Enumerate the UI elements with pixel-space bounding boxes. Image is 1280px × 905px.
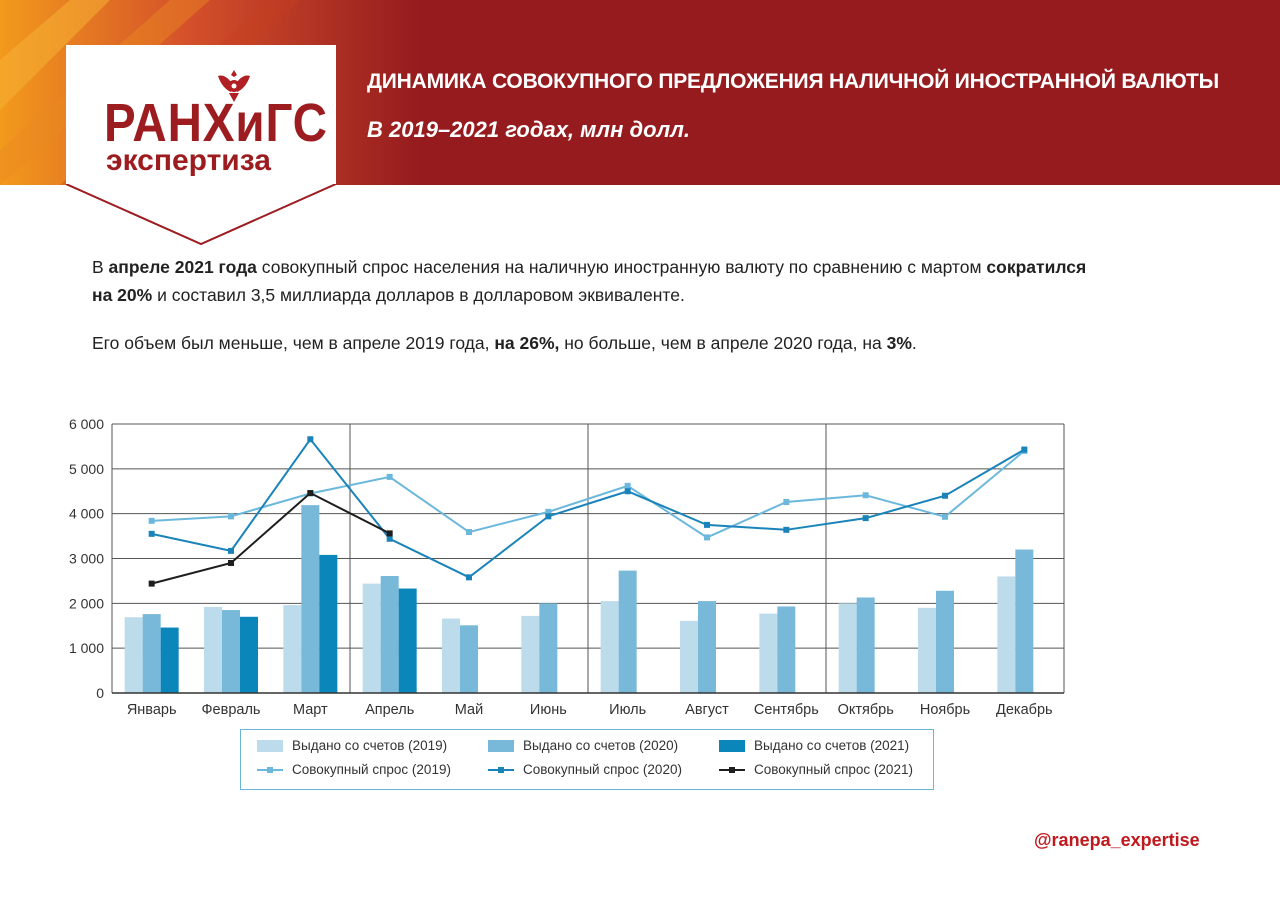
y-tick-label: 4 000 xyxy=(68,505,104,522)
chart-legend xyxy=(240,729,934,790)
bar xyxy=(698,601,716,693)
point xyxy=(228,548,234,554)
paragraph-2: Его объем был меньше, чем в апреле 2019 года, на 26%, но больше, чем в апреле 2020 года, на 3%. xyxy=(92,333,917,353)
legend-swatch xyxy=(719,740,745,752)
legend-item-bars-2019: Выдано со счетов (2019) xyxy=(257,738,447,753)
x-tick-label: Январь xyxy=(126,702,177,718)
page-subtitle: В 2019–2021 годах, млн долл. xyxy=(367,117,691,142)
logo-subtitle: экспертиза xyxy=(106,144,271,177)
legend-item-line-2019: Совокупный спрос (2019) xyxy=(257,762,451,777)
point xyxy=(1021,448,1027,454)
x-tick-label: Июль xyxy=(609,702,647,718)
point xyxy=(387,530,393,536)
bar xyxy=(399,589,417,693)
bar xyxy=(460,625,478,693)
bar xyxy=(301,505,319,693)
y-tick-label: 3 000 xyxy=(68,550,104,567)
point xyxy=(704,534,710,540)
bar xyxy=(539,603,557,693)
bar xyxy=(997,576,1015,693)
bar xyxy=(143,614,161,693)
x-tick-label: Август xyxy=(685,702,729,718)
point xyxy=(149,531,155,537)
legend-item-bars-2020: Выдано со счетов (2020) xyxy=(488,738,678,753)
bar xyxy=(918,608,936,693)
x-tick-label: Март xyxy=(292,702,328,718)
bar xyxy=(319,555,337,693)
x-tick-label: Декабрь xyxy=(996,702,1053,718)
legend-swatch xyxy=(257,740,283,752)
y-tick-label: 6 000 xyxy=(68,416,104,432)
page-title: ДИНАМИКА СОВОКУПНОГО ПРЕДЛОЖЕНИЯ НАЛИЧНОЙ ИНОСТРАННОЙ ВАЛЮТЫ xyxy=(367,70,1219,93)
bar xyxy=(777,606,795,693)
bar xyxy=(680,621,698,693)
bar xyxy=(381,576,399,693)
bar xyxy=(619,571,637,693)
bar xyxy=(839,603,857,693)
point xyxy=(149,581,155,587)
legend-item-bars-2021: Выдано со счетов (2021) xyxy=(719,738,909,753)
point xyxy=(545,513,551,519)
series-line xyxy=(152,493,390,584)
bar xyxy=(936,591,954,693)
bar xyxy=(601,601,619,693)
point xyxy=(863,515,869,521)
x-tick-label: Май xyxy=(454,702,484,718)
bar xyxy=(125,617,143,693)
point xyxy=(625,483,631,489)
x-tick-label: Февраль xyxy=(201,702,261,718)
legend-item-line-2020: Совокупный спрос (2020) xyxy=(488,762,682,777)
point xyxy=(149,518,155,524)
point xyxy=(387,474,393,480)
bar xyxy=(204,607,222,693)
point xyxy=(942,514,948,520)
bar xyxy=(521,616,539,693)
x-tick-label: Апрель xyxy=(365,702,415,718)
point xyxy=(545,509,551,515)
y-tick-label: 1 000 xyxy=(68,640,104,657)
point xyxy=(307,490,313,496)
x-tick-label: Октябрь xyxy=(837,702,894,718)
legend-swatch xyxy=(719,764,745,776)
point xyxy=(228,560,234,566)
x-tick-label: Сентябрь xyxy=(753,702,819,718)
logo-card-tip xyxy=(66,184,338,248)
bar xyxy=(283,605,301,693)
paragraph-1: В апреле 2021 года совокупный спрос населения на наличную иностранную валюту по сравнению с мартом сократился на 20% и составил 3,5 миллиарда долларов в долларовом эквиваленте. xyxy=(92,257,1087,305)
x-tick-label: Ноябрь xyxy=(919,702,971,718)
point xyxy=(466,529,472,535)
point xyxy=(228,513,234,519)
point xyxy=(307,490,313,496)
x-tick-label: Июнь xyxy=(529,702,567,718)
series-line xyxy=(152,451,1025,538)
point xyxy=(625,488,631,494)
bar xyxy=(759,614,777,693)
legend-swatch xyxy=(257,764,283,776)
point xyxy=(783,527,789,533)
point xyxy=(387,536,393,542)
bar xyxy=(442,619,460,693)
point xyxy=(307,436,313,442)
y-tick-label: 0 xyxy=(96,685,104,701)
bar xyxy=(1015,550,1033,693)
point xyxy=(704,522,710,528)
point xyxy=(1021,447,1027,453)
legend-swatch xyxy=(488,740,514,752)
legend-item-line-2021: Совокупный спрос (2021) xyxy=(719,762,913,777)
y-tick-label: 2 000 xyxy=(68,595,104,612)
legend-swatch xyxy=(488,764,514,776)
point xyxy=(466,574,472,580)
point xyxy=(863,492,869,498)
bar xyxy=(363,584,381,693)
point xyxy=(783,499,789,505)
bar xyxy=(161,628,179,693)
bar xyxy=(240,617,258,693)
point xyxy=(942,493,948,499)
logo-name: РАНХиГС xyxy=(104,93,328,153)
bar xyxy=(222,610,240,693)
social-handle: @ranepa_expertise xyxy=(1034,830,1200,850)
bar xyxy=(857,598,875,693)
series-line xyxy=(152,439,1025,577)
y-tick-label: 5 000 xyxy=(68,460,104,477)
